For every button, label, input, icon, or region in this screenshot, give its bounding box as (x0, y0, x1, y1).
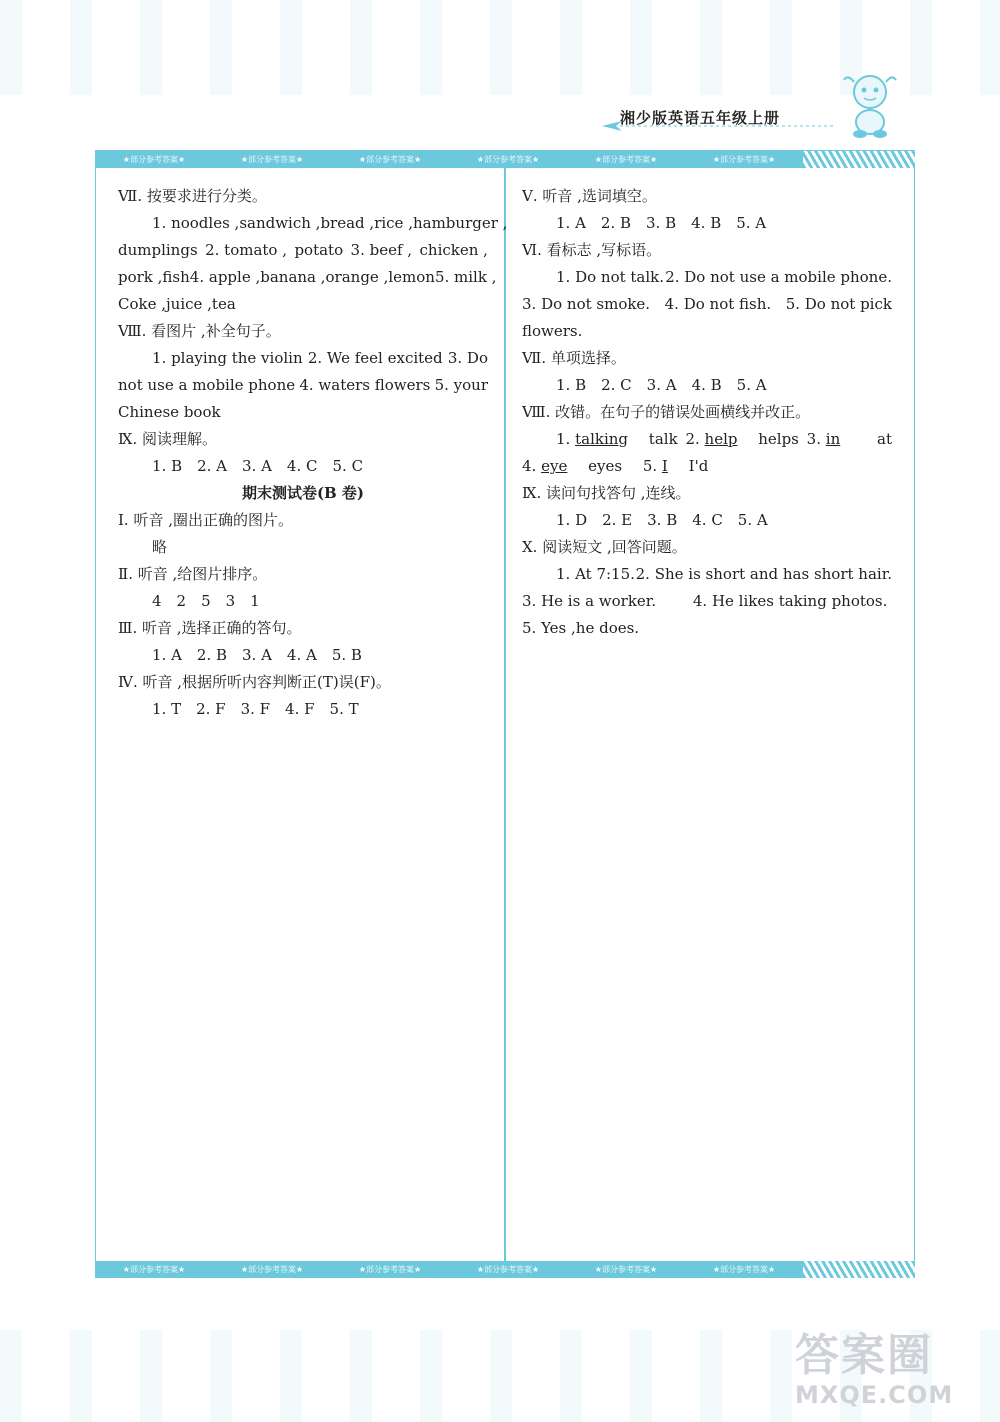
answer-text: 1. Do not talk. (556, 268, 665, 286)
book-title: 湘少版英语五年级上册 (620, 109, 781, 127)
answer-text: sandwich , (239, 214, 321, 232)
section-heading: Ⅸ. 阅读理解。 (118, 430, 218, 448)
answer-line: 1. A 2. B 3. A 4. A 5. B (152, 646, 362, 664)
answer-text: not use a mobile phone (118, 376, 296, 394)
section-heading: Ⅱ. 听音 ,给图片排序。 (118, 565, 268, 583)
mascot-icon (840, 70, 900, 140)
exam-title: 期末测试卷(B 卷) (241, 484, 365, 502)
section-heading: Ⅴ. 听音 ,选词填空。 (522, 187, 657, 205)
answer-text: dumplings (118, 241, 198, 259)
answer-text: 2. She is short and has short hair. (635, 565, 892, 583)
answer-text: 4. apple ,banana ,orange ,lemon (189, 268, 435, 286)
answer-line (118, 210, 508, 237)
answer-text: 3. beef , (350, 241, 413, 259)
strip-label: ★部分参考答案★ (594, 155, 658, 164)
watermark-text: 答案圈 (795, 1330, 933, 1381)
answer-line (522, 426, 892, 453)
answer-line: 略 (152, 538, 168, 556)
answer-text: 2. tomato , (205, 241, 287, 259)
answer-text: 1. At 7:15. (556, 565, 635, 583)
section-heading: Ⅵ. 看标志 ,写标语。 (522, 241, 662, 259)
answer-line (118, 345, 488, 372)
section-heading: Ⅲ. 听音 ,选择正确的答句。 (118, 619, 302, 637)
strip-label: ★部分参考答案★ (240, 155, 304, 164)
answer-line (522, 291, 892, 318)
answer-text: 3. He is a worker. (522, 592, 657, 610)
top-label-strip (95, 151, 915, 168)
answer-text: 4. waters flowers (299, 376, 431, 394)
left-column (118, 183, 508, 723)
section-heading: Ⅸ. 读问句找答句 ,连线。 (522, 484, 691, 502)
wrong-word: eye (541, 457, 568, 475)
answer-text (556, 426, 678, 453)
wrong-word: I (661, 457, 668, 475)
answer-text: hamburger , (412, 214, 508, 232)
item-number: 1. (556, 430, 571, 448)
answer-text: pork ,fish (118, 268, 190, 286)
section-heading: Ⅷ. 看图片 ,补全句子。 (118, 322, 281, 340)
answer-line (118, 372, 488, 399)
wrong-word: help (704, 430, 738, 448)
answer-line: Coke ,juice ,tea (118, 295, 236, 313)
answer-line: 1. B 2. C 3. A 4. B 5. A (556, 376, 767, 394)
answer-text: 1. noodles , (152, 214, 240, 232)
answer-line: 1. T 2. F 3. F 4. F 5. T (152, 700, 359, 718)
answer-line: 4 2 5 3 1 (152, 592, 260, 610)
corrected-word: eyes (588, 457, 623, 475)
corrected-word: helps (758, 430, 799, 448)
watermark-logo (795, 1330, 995, 1420)
answer-line (522, 561, 892, 588)
section-heading: Ⅰ. 听音 ,圈出正确的图片。 (118, 511, 293, 529)
answer-text: 4. He likes taking photos. (692, 592, 888, 610)
answer-text (685, 426, 798, 453)
section-heading: Ⅶ. 单项选择。 (522, 349, 626, 367)
answer-line: 1. B 2. A 3. A 4. C 5. C (152, 457, 364, 475)
strip-label: ★部分参考答案★ (712, 155, 776, 164)
strip-label: ★部分参考答案★ (476, 1265, 540, 1274)
answer-text: 5. your (434, 376, 488, 394)
answer-line: flowers. (522, 322, 583, 340)
column-divider (504, 168, 506, 1261)
answer-text: potato (294, 241, 344, 259)
strip-label: ★部分参考答案★ (122, 155, 186, 164)
strip-label: ★部分参考答案★ (122, 1265, 186, 1274)
strip-label: ★部分参考答案★ (594, 1265, 658, 1274)
strip-hatch (803, 1261, 915, 1278)
corrected-word: talk (648, 430, 678, 448)
strip-label: ★部分参考答案★ (240, 1265, 304, 1274)
strip-label: ★部分参考答案★ (476, 155, 540, 164)
answer-text: chicken , (419, 241, 488, 259)
answer-line: 5. Yes ,he does. (522, 619, 640, 637)
answer-text: bread , (320, 214, 375, 232)
corrected-word: I'd (688, 457, 709, 475)
answer-line: 1. A 2. B 3. B 4. B 5. A (556, 214, 767, 232)
answer-line: Chinese book (118, 403, 221, 421)
item-number: 4. (522, 457, 537, 475)
answer-text: 2. Do not use a mobile phone. (665, 268, 892, 286)
item-number: 5. (642, 457, 658, 475)
answer-text: 3. Do not smoke. (522, 295, 651, 313)
strip-label: ★部分参考答案★ (712, 1265, 776, 1274)
item-number: 3. (806, 430, 821, 448)
answer-text: 5. milk , (434, 268, 497, 286)
answer-line (522, 588, 892, 615)
answer-text: 5. Do not pick (785, 295, 892, 313)
answer-line: 1. D 2. E 3. B 4. C 5. A (556, 511, 768, 529)
answer-text: 2. We feel excited (307, 349, 443, 367)
answer-text: rice , (374, 214, 413, 232)
watermark-url: MXQE.COM (795, 1381, 954, 1409)
bottom-label-strip (95, 1261, 915, 1278)
section-heading: Ⅹ. 阅读短文 ,回答问题。 (522, 538, 687, 556)
answer-text: 4. Do not fish. (664, 295, 772, 313)
answer-text: 3. Do (447, 349, 488, 367)
answer-text (807, 426, 892, 453)
corrected-word: at (877, 430, 892, 448)
strip-label: ★部分参考答案★ (358, 155, 422, 164)
answer-line (522, 264, 892, 291)
section-heading: Ⅳ. 听音 ,根据所听内容判断正(T)误(F)。 (118, 673, 391, 691)
wrong-word: in (825, 430, 841, 448)
section-heading: Ⅶ. 按要求进行分类。 (118, 187, 267, 205)
answer-line (118, 264, 497, 291)
right-column (522, 183, 892, 642)
section-heading: Ⅷ. 改错。在句子的错误处画横线并改正。 (522, 403, 811, 421)
item-number: 2. (685, 430, 700, 448)
wrong-word: talking (575, 430, 629, 448)
answer-line (522, 453, 892, 480)
answer-line (118, 237, 488, 264)
strip-hatch (803, 151, 915, 168)
answer-text: 1. playing the violin (152, 349, 303, 367)
strip-label: ★部分参考答案★ (358, 1265, 422, 1274)
